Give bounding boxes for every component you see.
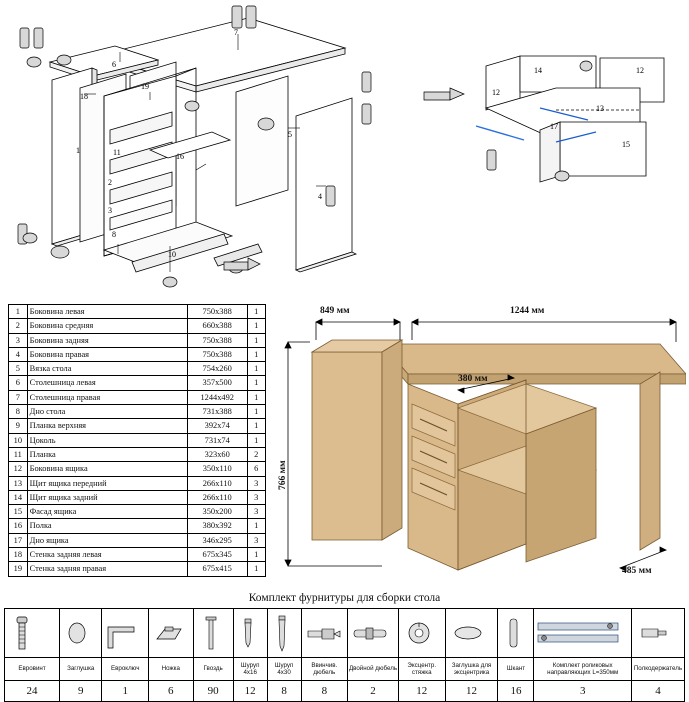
part-name: Фасад ящика — [27, 505, 187, 519]
callout-15: 15 — [622, 140, 630, 149]
part-number: 18 — [9, 548, 28, 562]
part-quantity: 1 — [247, 433, 265, 447]
kit-item-name: Евроключ — [102, 658, 149, 681]
dim-height: 766 мм — [278, 460, 288, 490]
part-quantity: 1 — [247, 405, 265, 419]
hardware-kit-table — [4, 608, 685, 702]
table-row — [9, 333, 266, 347]
callout-4: 4 — [318, 192, 322, 201]
part-dimensions: 750x388 — [187, 347, 247, 361]
kit-item-count: 8 — [301, 681, 348, 702]
table-row — [9, 305, 266, 319]
callout-12-left: 12 — [492, 88, 500, 97]
callout-2: 2 — [108, 178, 112, 187]
part-number: 1 — [9, 305, 28, 319]
shelf-support-icon — [631, 609, 684, 658]
kit-item-count: 12 — [233, 681, 267, 702]
part-quantity: 3 — [247, 533, 265, 547]
part-quantity: 1 — [247, 376, 265, 390]
part-number: 19 — [9, 562, 28, 576]
part-dimensions: 750x388 — [187, 333, 247, 347]
table-row — [9, 419, 266, 433]
part-quantity: 1 — [247, 319, 265, 333]
part-name: Столешница левая — [27, 376, 187, 390]
part-dimensions: 346x295 — [187, 533, 247, 547]
part-quantity: 1 — [247, 548, 265, 562]
part-quantity: 3 — [247, 476, 265, 490]
callout-14: 14 — [534, 66, 542, 75]
part-number: 9 — [9, 419, 28, 433]
drawer-slide-icon — [534, 609, 631, 658]
callout-8: 8 — [112, 230, 116, 239]
table-row — [9, 505, 266, 519]
table-row — [9, 362, 266, 376]
callout-13: 13 — [596, 104, 604, 113]
part-quantity: 1 — [247, 562, 265, 576]
part-dimensions: 350x200 — [187, 505, 247, 519]
kit-item-name: Шуруп 4х16 — [233, 658, 267, 681]
kit-item-count: 9 — [60, 681, 102, 702]
callout-12-right: 12 — [636, 66, 644, 75]
table-row — [9, 376, 266, 390]
table-row — [9, 548, 266, 562]
kit-item-count: 12 — [445, 681, 498, 702]
table-row — [9, 405, 266, 419]
part-name: Дно ящика — [27, 533, 187, 547]
part-name: Стенка задняя левая — [27, 548, 187, 562]
cap-icon — [60, 609, 102, 658]
kit-item-name: Гвоздь — [193, 658, 233, 681]
kit-item-count: 2 — [348, 681, 399, 702]
part-name: Вязка стола — [27, 362, 187, 376]
part-name: Боковина средняя — [27, 319, 187, 333]
table-row — [9, 519, 266, 533]
part-name: Дно стола — [27, 405, 187, 419]
part-quantity: 3 — [247, 490, 265, 504]
part-name: Планка — [27, 447, 187, 461]
part-quantity: 1 — [247, 519, 265, 533]
desk-dimension-drawing — [262, 300, 686, 590]
desk-svg — [262, 300, 686, 590]
callout-1: 1 — [76, 146, 80, 155]
dim-depth-bottom: 485 мм — [622, 566, 652, 576]
table-row — [9, 490, 266, 504]
callout-18: 18 — [80, 92, 88, 101]
kit-item-name: Эксцентр. стяжка — [398, 658, 445, 681]
part-dimensions: 357x500 — [187, 376, 247, 390]
dim-right-width: 1244 мм — [510, 306, 545, 316]
parts-table — [8, 304, 266, 577]
part-number: 16 — [9, 519, 28, 533]
callout-17: 17 — [550, 122, 558, 131]
part-number: 15 — [9, 505, 28, 519]
part-dimensions: 266x110 — [187, 476, 247, 490]
part-number: 12 — [9, 462, 28, 476]
part-quantity: 2 — [247, 447, 265, 461]
callout-10: 10 — [168, 250, 176, 259]
part-name: Боковина задняя — [27, 333, 187, 347]
part-dimensions: 1244x492 — [187, 390, 247, 404]
callout-6: 6 — [112, 60, 116, 69]
kit-item-count: 24 — [5, 681, 60, 702]
part-quantity: 1 — [247, 362, 265, 376]
callout-5: 5 — [288, 130, 292, 139]
part-name: Щит ящика передний — [27, 476, 187, 490]
part-quantity: 1 — [247, 390, 265, 404]
kit-item-name: Евровинт — [5, 658, 60, 681]
part-number: 5 — [9, 362, 28, 376]
part-dimensions: 731x74 — [187, 433, 247, 447]
part-name: Столешница правая — [27, 390, 187, 404]
part-name: Стенка задняя правая — [27, 562, 187, 576]
part-dimensions: 731x388 — [187, 405, 247, 419]
part-number: 8 — [9, 405, 28, 419]
part-quantity: 1 — [247, 305, 265, 319]
table-row — [9, 390, 266, 404]
part-dimensions: 350x110 — [187, 462, 247, 476]
kit-item-count: 6 — [149, 681, 193, 702]
part-number: 13 — [9, 476, 28, 490]
part-name: Цоколь — [27, 433, 187, 447]
kit-item-name: Ножка — [149, 658, 193, 681]
part-dimensions: 660x388 — [187, 319, 247, 333]
kit-item-count: 1 — [102, 681, 149, 702]
part-number: 3 — [9, 333, 28, 347]
part-name: Полка — [27, 519, 187, 533]
dowel-icon — [498, 609, 534, 658]
kit-item-name: Заглушка для эксцентрика — [445, 658, 498, 681]
screw-in-dowel-icon — [301, 609, 348, 658]
table-row — [9, 476, 266, 490]
table-row — [9, 433, 266, 447]
part-quantity: 6 — [247, 462, 265, 476]
dim-depth-top: 380 мм — [458, 374, 488, 384]
cam-cap-icon — [445, 609, 498, 658]
part-dimensions: 675x345 — [187, 548, 247, 562]
kit-item-count: 8 — [267, 681, 301, 702]
kit-item-name: Шуруп 4х30 — [267, 658, 301, 681]
callout-7: 7 — [234, 28, 238, 37]
part-number: 6 — [9, 376, 28, 390]
screw-4x16-icon — [233, 609, 267, 658]
part-name: Боковина правая — [27, 347, 187, 361]
kit-item-name: Двойной дюбель — [348, 658, 399, 681]
euro-key-icon — [102, 609, 149, 658]
part-dimensions: 754x260 — [187, 362, 247, 376]
screw-4x30-icon — [267, 609, 301, 658]
kit-item-count: 90 — [193, 681, 233, 702]
callout-16: 16 — [176, 152, 184, 161]
table-row — [9, 347, 266, 361]
kit-item-name: Заглушка — [60, 658, 102, 681]
callout-3: 3 — [108, 206, 112, 215]
part-number: 7 — [9, 390, 28, 404]
kit-item-count: 12 — [398, 681, 445, 702]
table-row — [9, 462, 266, 476]
cam-lock-icon — [398, 609, 445, 658]
part-quantity: 1 — [247, 347, 265, 361]
part-number: 10 — [9, 433, 28, 447]
part-name: Планка верхняя — [27, 419, 187, 433]
callout-19: 19 — [141, 82, 149, 91]
part-number: 14 — [9, 490, 28, 504]
kit-item-name: Шкант — [498, 658, 534, 681]
double-dowel-icon — [348, 609, 399, 658]
euro-screw-icon — [5, 609, 60, 658]
kit-title: Комплект фурнитуры для сборки стола — [248, 592, 441, 604]
kit-item-count: 16 — [498, 681, 534, 702]
table-row — [9, 447, 266, 461]
kit-item-name: Полкодержатель — [631, 658, 684, 681]
part-number: 17 — [9, 533, 28, 547]
part-name: Боковина ящика — [27, 462, 187, 476]
dim-left-width: 849 мм — [320, 306, 350, 316]
kit-item-name: Комплект роликовых направляющих L=350мм — [534, 658, 631, 681]
table-row — [9, 319, 266, 333]
table-row — [9, 562, 266, 576]
table-row — [9, 533, 266, 547]
part-quantity: 3 — [247, 505, 265, 519]
part-quantity: 1 — [247, 333, 265, 347]
leg-icon — [149, 609, 193, 658]
kit-item-count: 3 — [534, 681, 631, 702]
assembly-svg — [0, 0, 689, 300]
kit-item-name: Ввинчив. дюбель — [301, 658, 348, 681]
part-number: 2 — [9, 319, 28, 333]
part-number: 11 — [9, 447, 28, 461]
part-dimensions: 675x415 — [187, 562, 247, 576]
part-name: Щит ящика задний — [27, 490, 187, 504]
part-dimensions: 323x60 — [187, 447, 247, 461]
part-number: 4 — [9, 347, 28, 361]
part-name: Боковина левая — [27, 305, 187, 319]
kit-item-count: 4 — [631, 681, 684, 702]
nail-icon — [193, 609, 233, 658]
part-dimensions: 380x392 — [187, 519, 247, 533]
part-quantity: 1 — [247, 419, 265, 433]
part-dimensions: 266x110 — [187, 490, 247, 504]
part-dimensions: 750x388 — [187, 305, 247, 319]
callout-11: 11 — [113, 148, 121, 157]
part-dimensions: 392x74 — [187, 419, 247, 433]
exploded-assembly-diagram — [0, 0, 689, 298]
